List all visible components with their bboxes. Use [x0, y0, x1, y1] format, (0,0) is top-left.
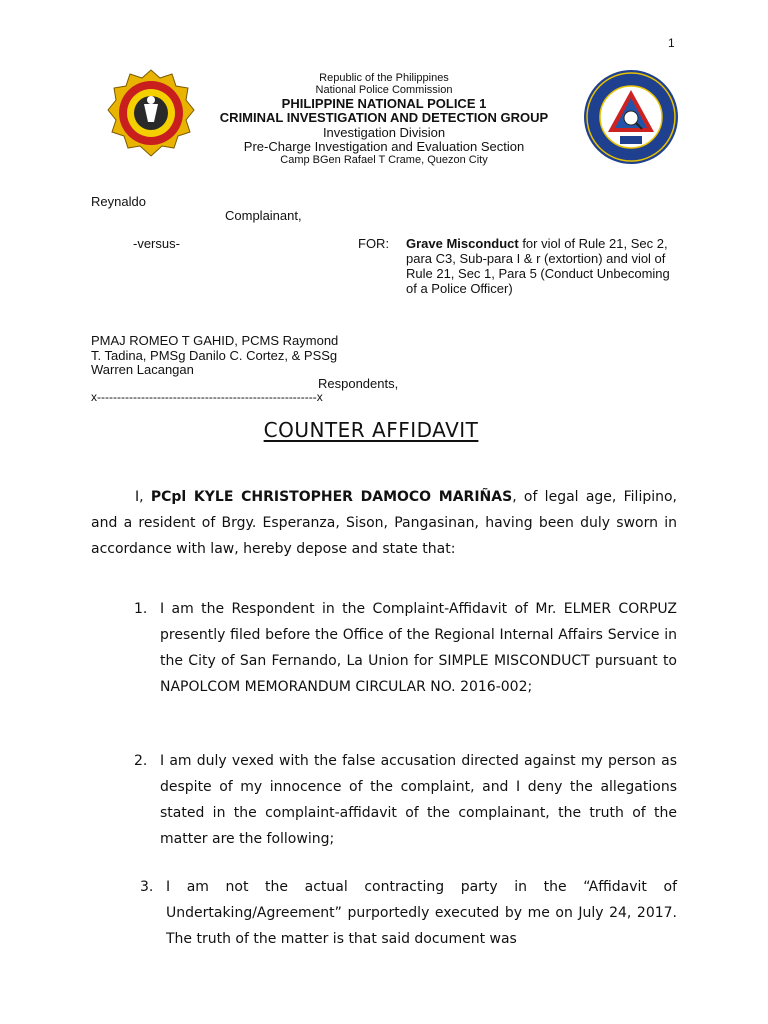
intro-post: , of legal age, Filipino, and a resident of Brgy. Esperanza, Sison, Pangasinan, having been duly sworn in accordance with law, hereby depose and state that: — [91, 489, 677, 557]
intro-pre: I, — [135, 489, 151, 505]
header-address: Camp BGen Rafael T Crame, Quezon City — [280, 154, 488, 166]
header-cidg: CRIMINAL INVESTIGATION AND DETECTION GROUP — [219, 110, 549, 125]
item-number: 2. — [134, 753, 148, 769]
respondents-line-1: PMAJ ROMEO T GAHID, PCMS Raymond — [91, 333, 339, 348]
header-division: Investigation Division — [322, 125, 446, 140]
respondents-label: Respondents, — [318, 376, 399, 391]
for-label: FOR: — [358, 236, 390, 251]
complainant-name: Reynaldo — [91, 194, 146, 209]
header-republic: Republic of the Philippines — [319, 72, 449, 84]
title-text: COUNTER AFFIDAVIT — [263, 418, 479, 442]
respondents-line-2: T. Tadina, PMSg Danilo C. Cortez, & PSSg — [91, 348, 338, 363]
charge-rest: for viol of Rule 21, Sec 2, para C3, Sub-para I & r (extortion) and viol of Rule 21, Sec 1, Para 5 (Conduct Unbecoming of a Police Officer) — [406, 236, 670, 296]
versus-label: -versus- — [133, 236, 180, 251]
charge-bold: Grave Misconduct — [406, 236, 519, 251]
item-number: 1. — [134, 601, 148, 617]
intro-paragraph — [91, 484, 677, 562]
item-text: I am the Respondent in the Complaint-Affidavit of Mr. ELMER CORPUZ presently filed before the Office of the Regional Internal Affairs Service in the City of San Fernando, La Union for SIMPLE MISCONDUCT pursuant to NAPOLCOM MEMORANDUM CIRCULAR NO. 2016-002; — [160, 601, 677, 695]
page-number: 1 — [668, 36, 675, 50]
item-number: 3. — [140, 879, 154, 895]
header-section: Pre-Charge Investigation and Evaluation Section — [243, 139, 525, 154]
charge-description — [406, 236, 676, 296]
affiant-name: PCpl KYLE CHRISTOPHER DAMOCO MARIÑAS — [150, 489, 513, 505]
item-text: I am duly vexed with the false accusation directed against my person as despite of my innocence of the complaint, and I deny the allegations stated in the complaint-affidavit of the complainant, the truth of the matter are the following; — [160, 753, 677, 847]
header-napolcom: National Police Commission — [315, 84, 453, 96]
document-title — [0, 418, 742, 442]
header-pnp: PHILIPPINE NATIONAL POLICE 1 — [281, 96, 487, 111]
item-text: I am not the actual contracting party in the “Affidavit of Undertaking/Agreement” purportedly executed by me on July 24, 2017. The truth of the matter is that said document was — [166, 879, 677, 947]
caption-separator: x-------------------------------------------------------x — [91, 390, 323, 404]
complainant-label: Complainant, — [225, 208, 302, 223]
respondents-line-3: Warren Lacangan — [91, 362, 194, 377]
